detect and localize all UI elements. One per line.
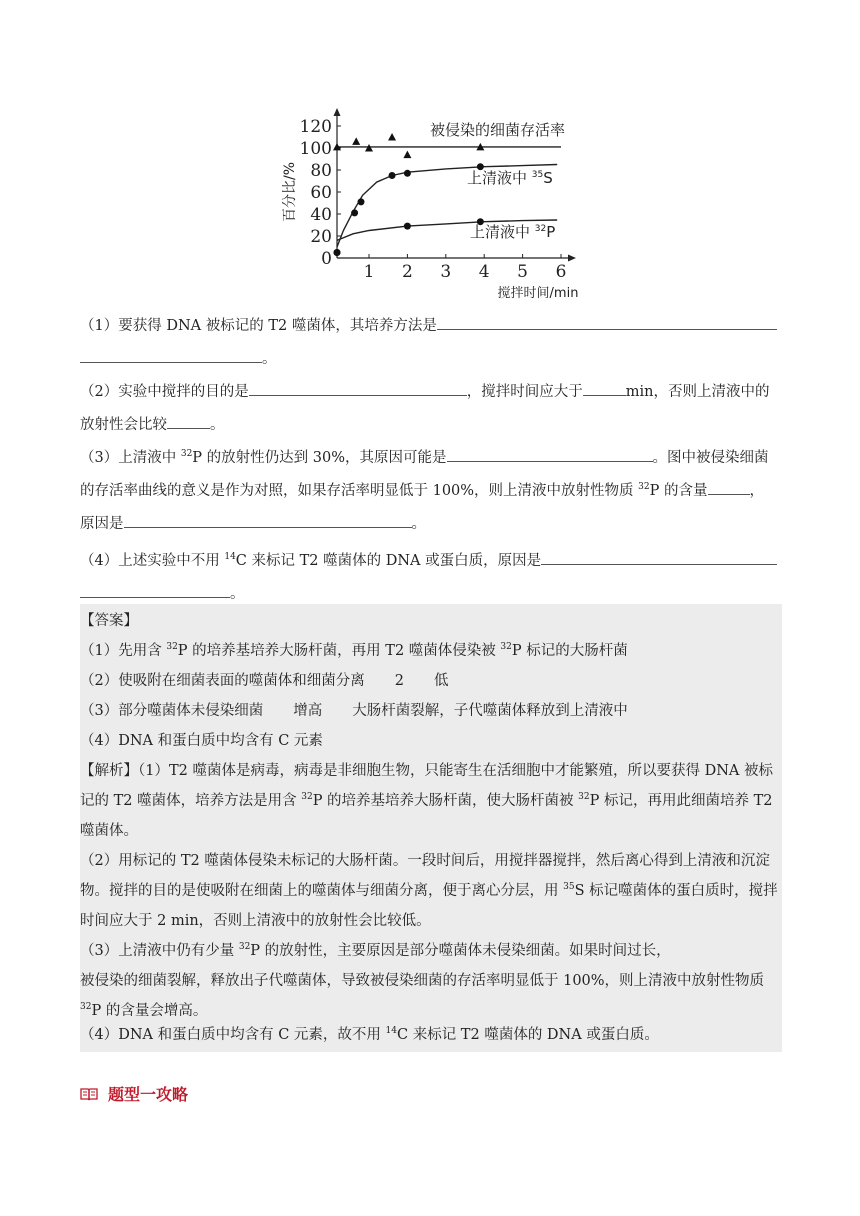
question-2	[80, 376, 784, 442]
question-3-end: 。	[411, 516, 426, 532]
circle-marker	[404, 223, 411, 230]
question-4-end: 。	[230, 586, 245, 602]
answer-2-value: 2	[394, 673, 404, 689]
superscript: 35	[563, 882, 575, 892]
circle-marker	[404, 170, 411, 177]
answer-1-text-b: P 的培养基培养大肠杆菌，再用 T2 噬菌体侵染被	[177, 643, 501, 659]
question-3-text-c: 。图中被侵染细菌	[652, 450, 769, 466]
question-4-text-b: C 来标记 T2 噬菌体的 DNA 或蛋白质，原因是	[235, 553, 542, 569]
analysis-1-text-c: P 标记，再用此细菌培养 T2 噬菌体。	[80, 793, 773, 839]
question-4	[80, 545, 784, 611]
x-tick-label: 3	[440, 262, 452, 282]
question-3-text-d: 的存活率曲线的意义是作为对照，如果存活率明显低于 100%，则上清液中放射性物质	[80, 483, 639, 499]
superscript: 32	[500, 642, 512, 652]
y-axis-arrow	[334, 108, 341, 116]
answer-blank	[80, 346, 262, 363]
analysis-2-text-b: S 标记噬菌体的蛋白质时，搅拌时间应大于 2 min，否则上清液中的放射性会比较低。	[80, 883, 778, 929]
triangle-marker	[403, 151, 411, 159]
analysis-4	[80, 1020, 782, 1050]
question-2-text-d: 放射性会比较	[80, 417, 167, 433]
answer-blank	[583, 379, 626, 396]
answer-4: （4）DNA 和蛋白质中均含有 C 元素	[80, 733, 323, 749]
question-1	[80, 310, 784, 376]
y-tick-label: 80	[310, 161, 332, 181]
triangle-marker	[352, 137, 360, 145]
answer-1-text-c: P 标记的大肠杆菌	[511, 643, 628, 659]
answer-3-text: （3）部分噬菌体未侵染细菌	[80, 703, 264, 719]
question-2-text-b: ，搅拌时间应大于	[466, 384, 583, 400]
answer-box	[80, 604, 782, 1052]
question-2-text: （2）实验中搅拌的目的是	[80, 384, 249, 400]
superscript: 32	[638, 482, 650, 492]
question-3-text: （3）上清液中	[80, 450, 181, 466]
x-axis-label: 搅拌时间/min	[497, 286, 579, 301]
answer-blank	[541, 548, 777, 565]
section-title: 题型一攻略	[108, 1085, 189, 1104]
answer-blank	[124, 511, 412, 528]
question-3-text-g: 原因是	[80, 516, 124, 532]
x-tick-label: 2	[401, 262, 413, 282]
circle-marker	[358, 198, 365, 205]
series-label-32p: 上清液中 $^{32}$P	[470, 223, 556, 241]
circle-marker	[334, 249, 341, 256]
question-4-text: （4）上述实验中不用	[80, 553, 225, 569]
answer-header: 【答案】	[80, 613, 138, 629]
superscript: 14	[224, 552, 236, 562]
analysis-header: 【解析】	[80, 763, 138, 779]
book-icon	[80, 1086, 98, 1100]
analysis-1-text-b: P 的培养基培养大肠杆菌，使大肠杆菌被	[312, 793, 579, 809]
superscript: 32	[180, 449, 193, 459]
analysis-2	[80, 846, 782, 936]
x-tick-label: 5	[517, 262, 529, 282]
analysis-4-text: （4）DNA 和蛋白质中均含有 C 元素，故不用	[80, 1027, 386, 1043]
answer-2-level: 低	[433, 673, 449, 689]
superscript: 14	[385, 1026, 397, 1036]
answer-1-text: （1）先用含	[80, 643, 167, 659]
y-tick-label: 0	[321, 249, 332, 269]
question-3-text-f: ，	[749, 483, 764, 499]
answer-1	[80, 636, 628, 666]
answer-2-text: （2）使吸附在细菌表面的噬菌体和细菌分离	[80, 673, 365, 689]
x-tick-label: 1	[363, 262, 375, 282]
series-label-survival: 被侵染的细菌存活率	[430, 121, 566, 139]
x-tick-label: 4	[478, 262, 490, 282]
answer-blank	[708, 478, 750, 495]
superscript: 32	[80, 1002, 92, 1012]
analysis-3-text-c: 被侵染的细菌裂解，释放出子代噬菌体，导致被侵染细菌的存活率明显低于 100%，则上清液中放射性物质	[80, 973, 765, 989]
analysis-3-text: （3）上清液中仍有少量	[80, 943, 239, 959]
superscript: 32	[578, 792, 590, 802]
answer-blank	[447, 445, 653, 462]
answer-3	[80, 696, 628, 726]
answer-3-reason: 大肠杆菌裂解，子代噬菌体释放到上清液中	[352, 703, 628, 719]
question-2-text-c: min，否则上清液中的	[625, 384, 770, 400]
question-3	[80, 442, 784, 541]
superscript: 32	[301, 792, 313, 802]
y-tick-label: 20	[310, 227, 332, 247]
answer-3-change: 增高	[293, 703, 323, 719]
y-axis-label: 百分比/%	[282, 161, 298, 223]
triangle-marker	[365, 144, 373, 152]
analysis-1-text: （1）T2 噬菌体是病毒，病毒是非细胞生物，只能寄生在活细胞中才能繁殖，所以要获得 DNA 被标记的 T2 噬菌体，培养方法是用含	[80, 763, 773, 809]
section-heading	[80, 1082, 188, 1105]
experiment-chart	[270, 100, 590, 310]
question-3-text-b: P 的放射性仍达到 30%，其原因可能是	[192, 450, 447, 466]
superscript: 32	[238, 942, 251, 952]
y-tick-label: 40	[310, 205, 332, 225]
analysis-2-text: （2）用标记的 T2 噬菌体侵染未标记的大肠杆菌。一段时间后，用搅拌器搅拌，然后离心得到上清液和沉淀物。搅拌的目的是使吸附在细菌上的噬菌体与细菌分离，便于离心分层，用	[80, 853, 770, 899]
analysis-3-text-d: P 的含量会增高。	[91, 1003, 208, 1019]
answer-2	[80, 666, 448, 696]
answer-blank	[437, 313, 777, 330]
answer-blank	[167, 412, 210, 429]
answer-blank	[249, 379, 467, 396]
series-label-35s: 上清液中 $^{35}$S	[467, 169, 553, 187]
chart-svg	[270, 100, 590, 310]
circle-marker	[389, 172, 396, 179]
question-1-text: （1）要获得 DNA 被标记的 T2 噬菌体，其培养方法是	[80, 318, 437, 334]
analysis-1	[80, 756, 782, 846]
superscript: 32	[166, 642, 178, 652]
y-tick-label: 120	[299, 117, 332, 137]
x-axis-arrow	[568, 255, 576, 262]
question-2-end: 。	[210, 417, 225, 433]
question-3-text-e: P 的含量	[649, 483, 708, 499]
question-1-end: 。	[262, 351, 277, 367]
analysis-4-text-b: C 来标记 T2 噬菌体的 DNA 或蛋白质。	[397, 1027, 659, 1043]
y-tick-label: 100	[299, 139, 332, 159]
circle-marker	[351, 209, 358, 216]
triangle-marker	[388, 133, 396, 141]
answer-blank	[80, 581, 230, 598]
analysis-3-text-b: P 的放射性，主要原因是部分噬菌体未侵染细菌。如果时间过长，	[250, 943, 671, 959]
analysis-3	[80, 936, 782, 1026]
y-tick-label: 60	[310, 183, 332, 203]
x-tick-label: 6	[555, 262, 567, 282]
